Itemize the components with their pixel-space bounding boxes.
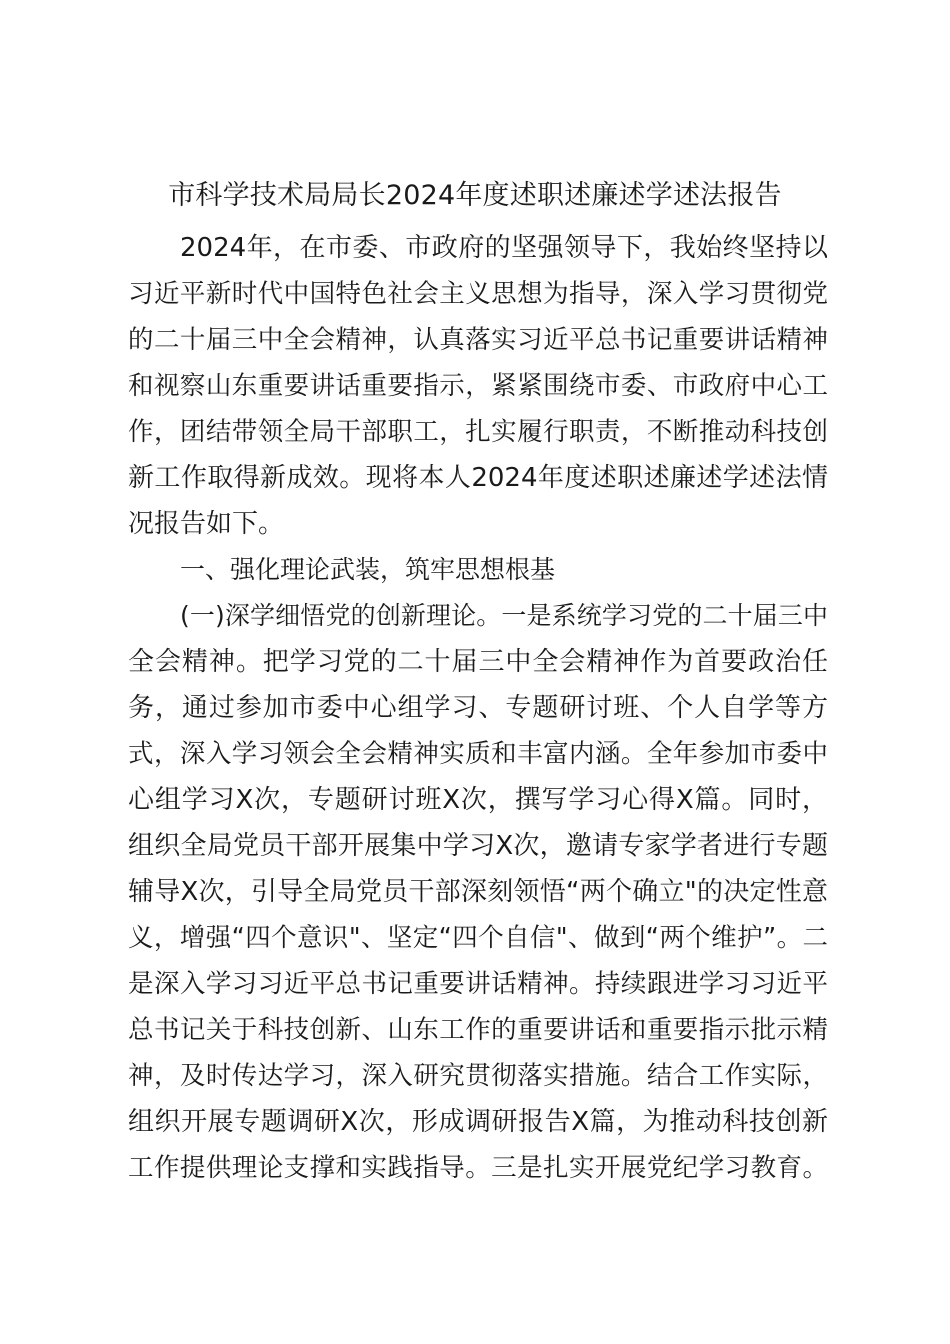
section-1-line-5: 心组学习X次，专题研讨班X次，撰写学习心得X篇。同时， (128, 785, 828, 815)
section-1-line-3: 务，通过参加市委中心组学习、专题研讨班、个人自学等方 (128, 693, 828, 723)
section-1-line-12: 组织开展专题调研X次，形成调研报告X篇，为推动科技创新 (128, 1107, 828, 1137)
section-1-line-11: 神，及时传达学习，深入研究贯彻落实措施。结合工作实际， (128, 1061, 828, 1091)
section-1-line-6: 组织全局党员干部开展集中学习X次，邀请专家学者进行专题 (128, 831, 828, 861)
section-1-line-10: 总书记关于科技创新、山东工作的重要讲话和重要指示批示精 (128, 1015, 828, 1045)
document-title: 市科学技术局局长2024年度述职述廉述学述法报告 (168, 180, 782, 211)
intro-line-2: 习近平新时代中国特色社会主义思想为指导，深入学习贯彻党 (128, 279, 828, 309)
section-1-line-9: 是深入学习习近平总书记重要讲话精神。持续跟进学习习近平 (128, 969, 828, 999)
intro-line-5: 作，团结带领全局干部职工，扎实履行职责，不断推动科技创 (128, 417, 828, 447)
section-1-line-1: (一)深学细悟党的创新理论。一是系统学习党的二十届三中 (180, 601, 828, 630)
intro-line-7: 况报告如下。 (128, 509, 285, 539)
section-1-line-4: 式，深入学习领会全会精神实质和丰富内涵。全年参加市委中 (128, 739, 828, 769)
section-1-heading: 一、强化理论武装，筑牢思想根基 (180, 555, 556, 584)
intro-line-3: 的二十届三中全会精神，认真落实习近平总书记重要讲话精神 (128, 325, 828, 355)
section-1-line-2: 全会精神。把学习党的二十届三中全会精神作为首要政治任 (128, 647, 828, 677)
intro-line-6: 新工作取得新成效。现将本人2024年度述职述廉述学述法情 (128, 463, 828, 493)
section-1-line-13: 工作提供理论支撑和实践指导。三是扎实开展党纪学习教育。 (128, 1153, 828, 1183)
section-1-line-8: 义，增强“四个意识"、坚定“四个自信"、做到“两个维护”。二 (128, 923, 828, 953)
intro-line-4: 和视察山东重要讲话重要指示，紧紧围绕市委、市政府中心工 (128, 371, 828, 401)
section-1-line-7: 辅导X次，引导全局党员干部深刻领悟“两个确立"的决定性意 (128, 877, 828, 907)
intro-line-1: 2024年，在市委、市政府的坚强领导下，我始终坚持以 (180, 233, 828, 263)
